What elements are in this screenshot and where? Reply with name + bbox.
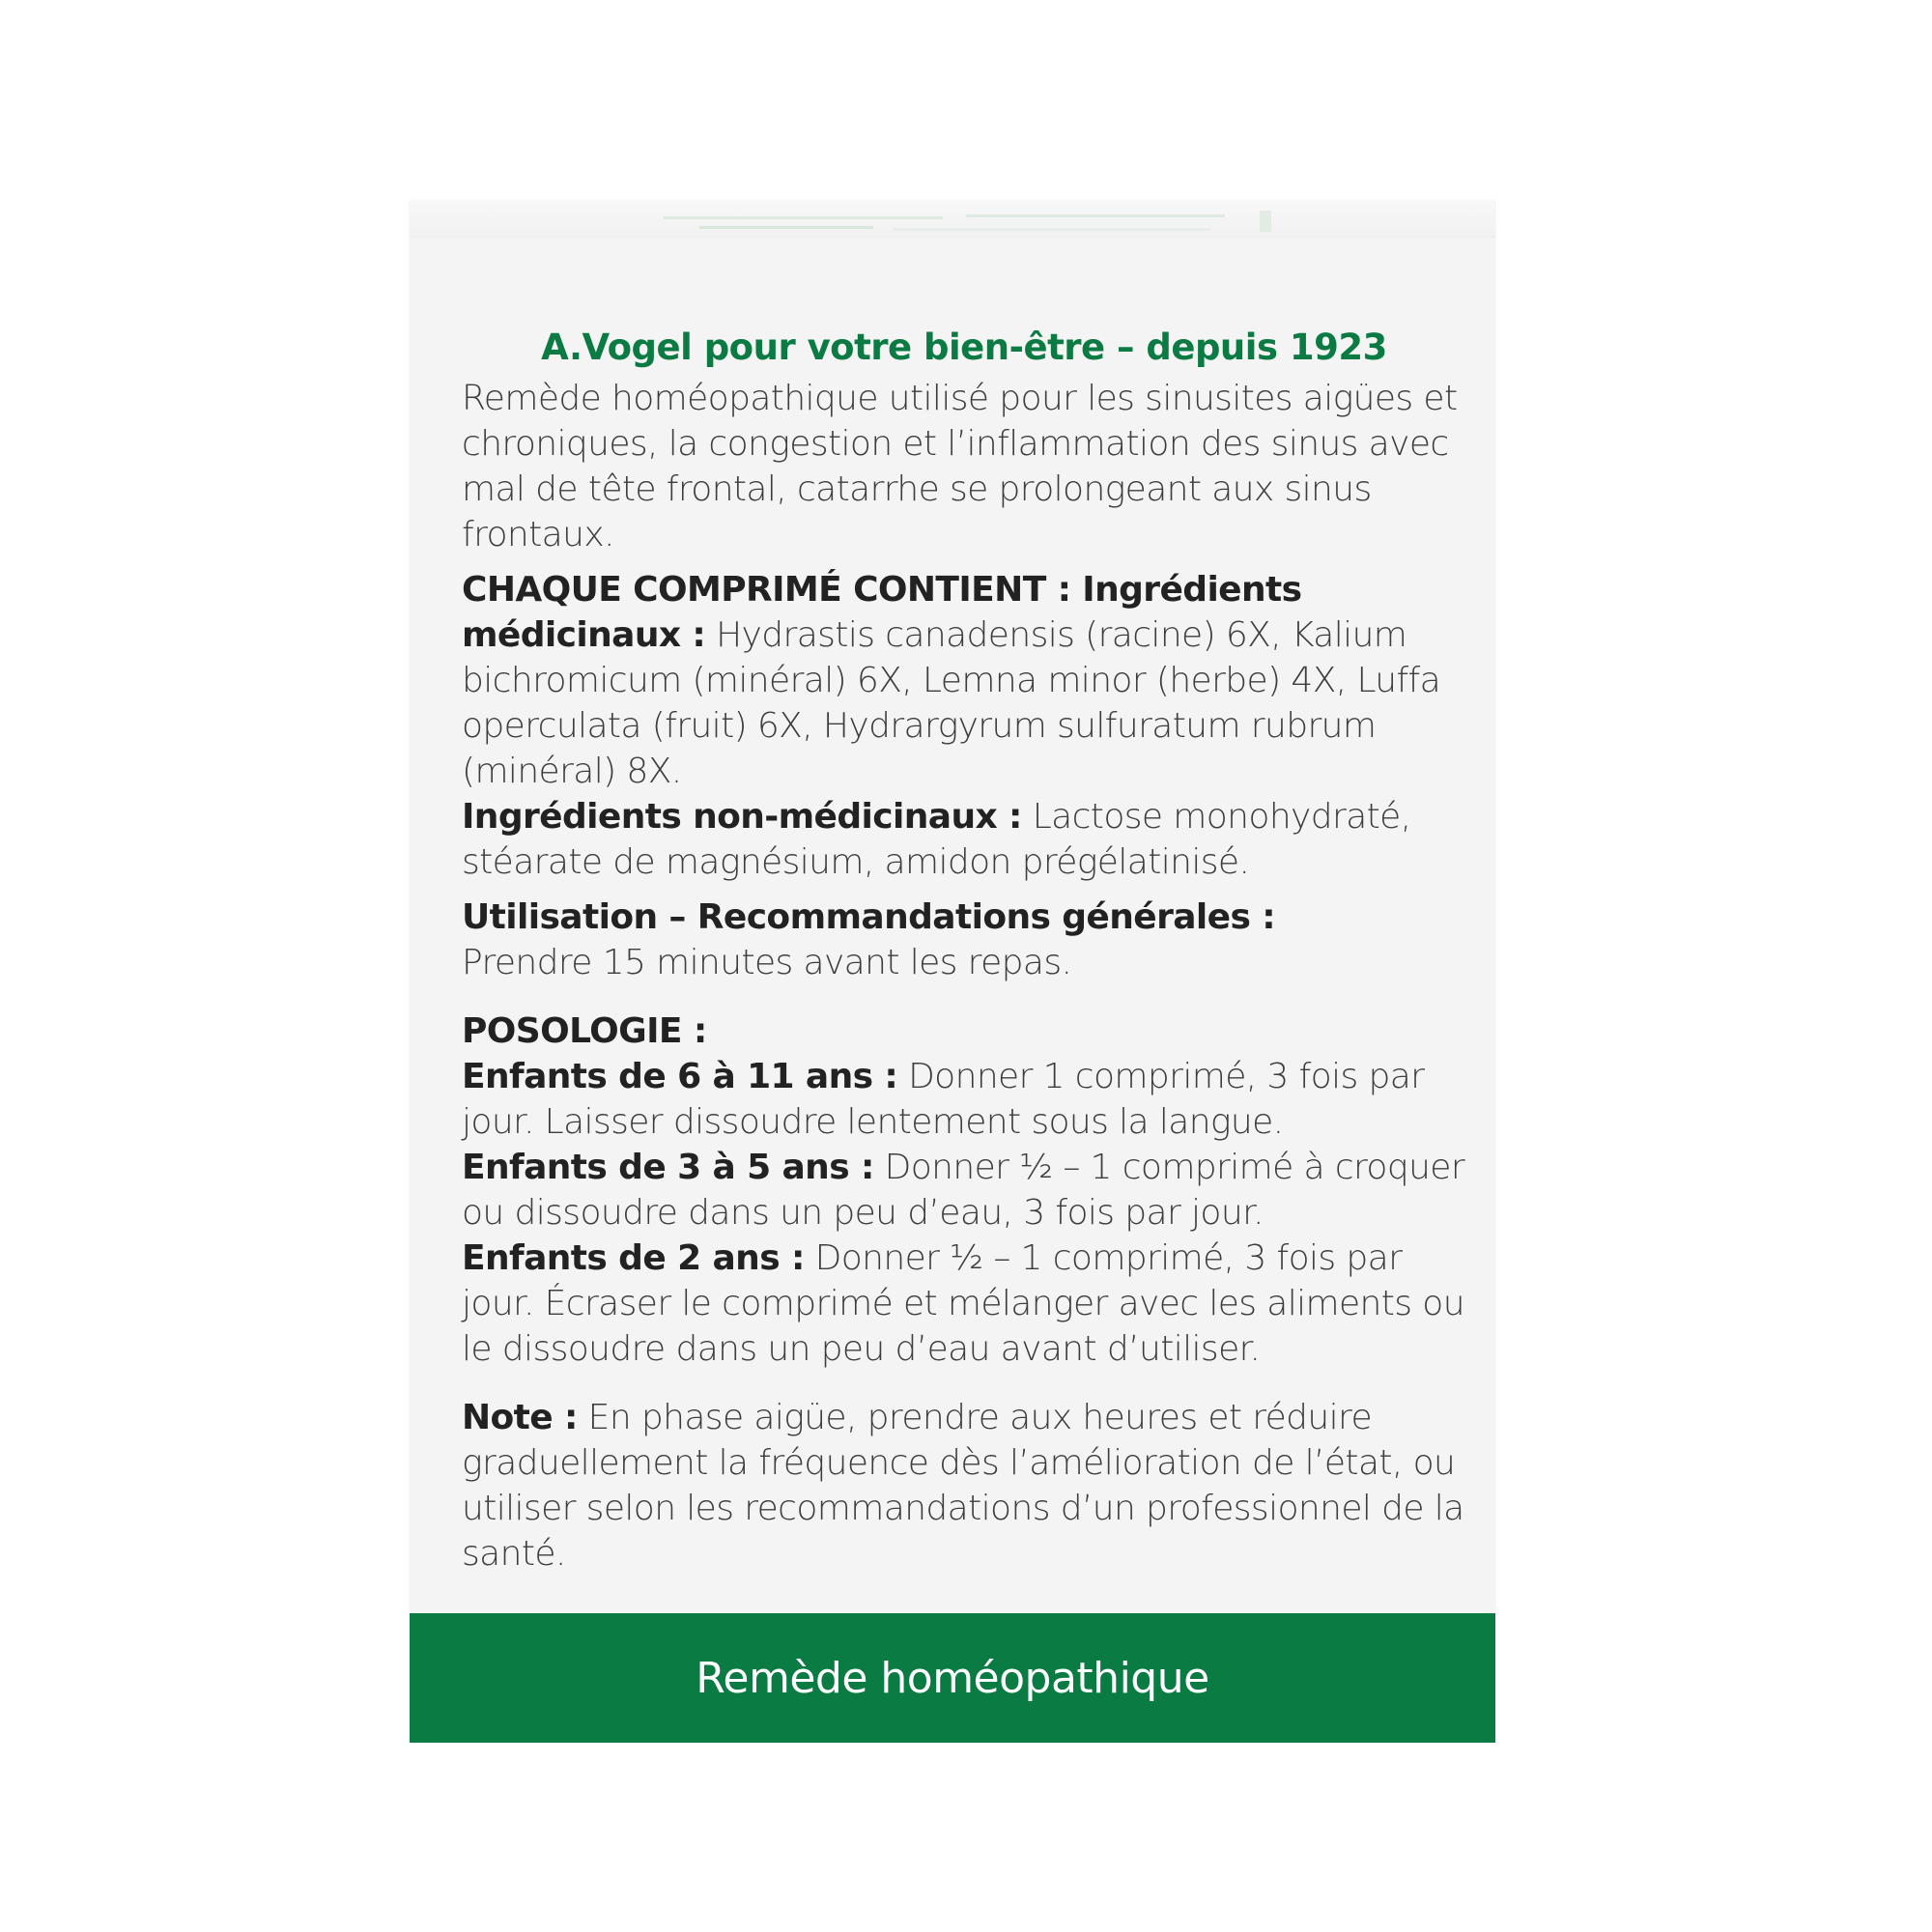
bleed-through-print <box>893 228 1211 231</box>
usage-text: Prendre 15 minutes avant les repas. <box>462 943 1072 982</box>
dosage-text-2: Donner ½ – 1 comprimé, 3 fois par jour. Écraser le comprimé et mélanger avec les aliments ou le dissoudre dans un peu d’eau avant d’utiliser. <box>462 1238 1464 1369</box>
brand-headline: A.Vogel pour votre bien-être – depuis 1923 <box>541 327 1387 368</box>
label-text-block <box>462 327 1466 1577</box>
bleed-through-mark <box>1260 211 1271 232</box>
bleed-through-print <box>699 226 873 229</box>
dosage-text-3-5: Donner ½ – 1 comprimé à croquer ou dissoudre dans un peu d’eau, 3 fois par jour. <box>462 1148 1465 1233</box>
note-text: En phase aigüe, prendre aux heures et réduire graduellement la fréquence dès l’amélioration de l’état, ou utiliser selon les recommandations d’un professionnel de la santé. <box>462 1398 1464 1574</box>
note-label: Note : <box>462 1398 578 1437</box>
dosage-title: POSOLOGIE : <box>462 1011 707 1051</box>
dosage-section <box>462 1009 1466 1372</box>
non-medicinal-ingredients-label: Ingrédients non-médicinaux : <box>462 797 1022 837</box>
usage-label: Utilisation – Recommandations générales : <box>462 897 1276 937</box>
usage-recommendations <box>462 895 1466 985</box>
bleed-through-print <box>663 216 943 219</box>
footer-label: Remède homéopathique <box>696 1653 1209 1703</box>
product-description: Remède homéopathique utilisé pour les sinusites aigües et chroniques, la congestion et l’inflammation des sinus avec mal de tête frontal, catarrhe se prolongeant aux sinus frontaux. <box>462 379 1458 554</box>
footer-band <box>410 1613 1495 1743</box>
medicinal-ingredients-text: Hydrastis canadensis (racine) 6X, Kalium bichromicum (minéral) 6X, Lemna minor (herbe) 4X, Luffa operculata (fruit) 6X, Hydrargyrum sulfuratum rubrum (minéral) 8X. <box>462 615 1441 791</box>
dosage-text-6-11: Donner 1 comprimé, 3 fois par jour. Laisser dissoudre lentement sous la langue. <box>462 1057 1425 1142</box>
non-medicinal-ingredients <box>462 794 1466 885</box>
dosage-label-2: Enfants de 2 ans : <box>462 1238 805 1278</box>
dosage-label-6-11: Enfants de 6 à 11 ans : <box>462 1057 898 1096</box>
medicinal-ingredients <box>462 567 1466 794</box>
bleed-through-print <box>966 214 1225 217</box>
non-medicinal-ingredients-text: Lactose monohydraté, stéarate de magnésium, amidon prégélatinisé. <box>462 797 1411 882</box>
dosage-label-3-5: Enfants de 3 à 5 ans : <box>462 1148 874 1187</box>
package-back-panel <box>410 201 1495 1743</box>
medicinal-ingredients-label: CHAQUE COMPRIMÉ CONTIENT : Ingrédients médicinaux : <box>462 570 1302 655</box>
package-top-flap <box>410 201 1495 238</box>
note-section <box>462 1395 1466 1577</box>
